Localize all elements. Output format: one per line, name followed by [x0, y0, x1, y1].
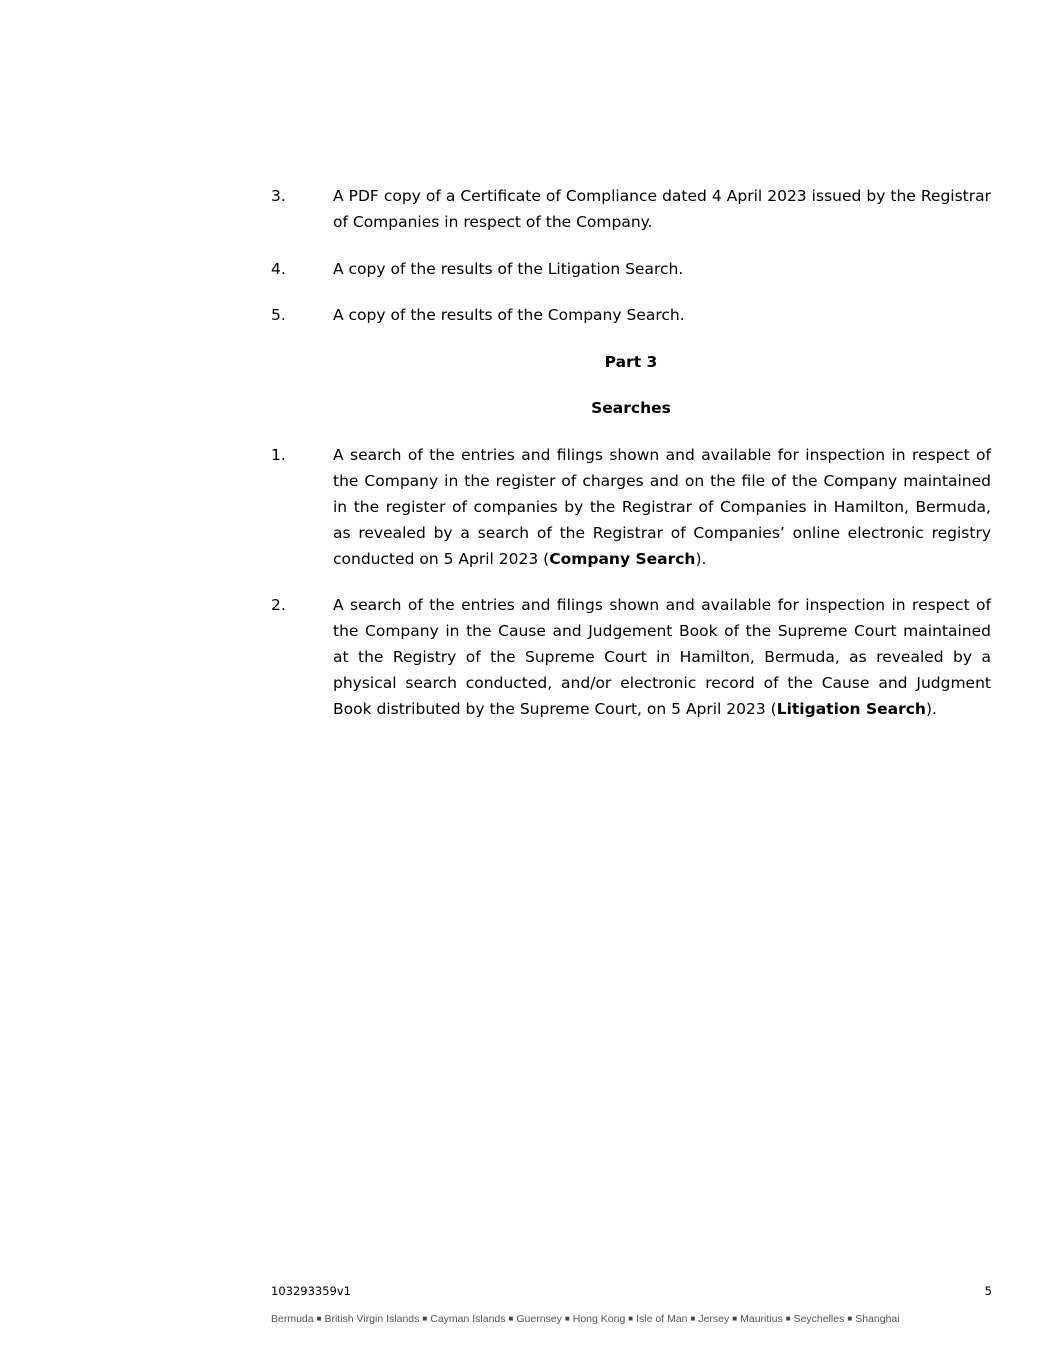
item-number: 4.	[271, 260, 286, 278]
location-name: Bermuda	[271, 1313, 314, 1325]
separator-square-icon: ■	[785, 1314, 791, 1323]
item-text: A PDF copy of a Certificate of Compliance dated 4 April 2023 issued by the Registrar of Companies in respect of the Company.	[333, 187, 991, 231]
search-item-litigation	[271, 592, 991, 722]
separator-square-icon: ■	[847, 1314, 853, 1323]
item-text	[333, 442, 991, 572]
location-name: Hong Kong	[572, 1313, 626, 1325]
item-text-end: ).	[925, 700, 937, 718]
location-name: Guernsey	[516, 1313, 562, 1325]
part-title: Part 3	[604, 353, 658, 371]
list-item	[271, 256, 991, 282]
defined-term: Company Search	[549, 550, 696, 568]
separator-square-icon: ■	[628, 1314, 634, 1323]
item-number: 5.	[271, 306, 286, 324]
office-locations	[271, 1312, 900, 1327]
location-name: British Virgin Islands	[324, 1313, 420, 1325]
location-name: Jersey	[698, 1313, 730, 1325]
list-item	[271, 183, 991, 235]
item-text-end: ).	[695, 550, 707, 568]
separator-square-icon: ■	[564, 1314, 570, 1323]
item-text	[333, 592, 991, 722]
location-name: Shanghai	[855, 1313, 900, 1325]
separator-square-icon: ■	[508, 1314, 514, 1323]
list-item	[271, 302, 991, 328]
page-number: 5	[984, 1284, 992, 1298]
location-name: Isle of Man	[636, 1313, 688, 1325]
item-text: A copy of the results of the Company Search.	[333, 306, 685, 324]
section-heading: Searches	[591, 399, 671, 417]
location-name: Cayman Islands	[430, 1313, 506, 1325]
separator-square-icon: ■	[732, 1314, 738, 1323]
item-text: A copy of the results of the Litigation Search.	[333, 260, 684, 278]
item-text-body: A search of the entries and filings shown and available for inspection in respect of the Company in the register of charges and on the file of the Company maintained in the register of companies by the Registrar of Companies in Hamilton, Bermuda, as revealed by a search of the Registrar of Companies’ online electronic registry conducted on 5 April 2023 (	[333, 446, 991, 568]
document-id: 103293359v1	[271, 1284, 351, 1298]
separator-square-icon: ■	[690, 1314, 696, 1323]
location-name: Seychelles	[793, 1313, 845, 1325]
item-number: 2.	[271, 596, 286, 614]
search-item-company	[271, 442, 991, 572]
separator-square-icon: ■	[316, 1314, 322, 1323]
item-number: 3.	[271, 187, 286, 205]
item-number: 1.	[271, 446, 286, 464]
location-name: Mauritius	[740, 1313, 783, 1325]
separator-square-icon: ■	[422, 1314, 428, 1323]
defined-term: Litigation Search	[776, 700, 926, 718]
item-text-body: A search of the entries and filings shown and available for inspection in respect of the Company in the Cause and Judgement Book of the Supreme Court maintained at the Registry of the Supreme Court in Hamilton, Bermuda, as revealed by a physical search conducted, and/or electronic record of the Cause and Judgment Book distributed by the Supreme Court, on 5 April 2023 (	[333, 596, 991, 718]
